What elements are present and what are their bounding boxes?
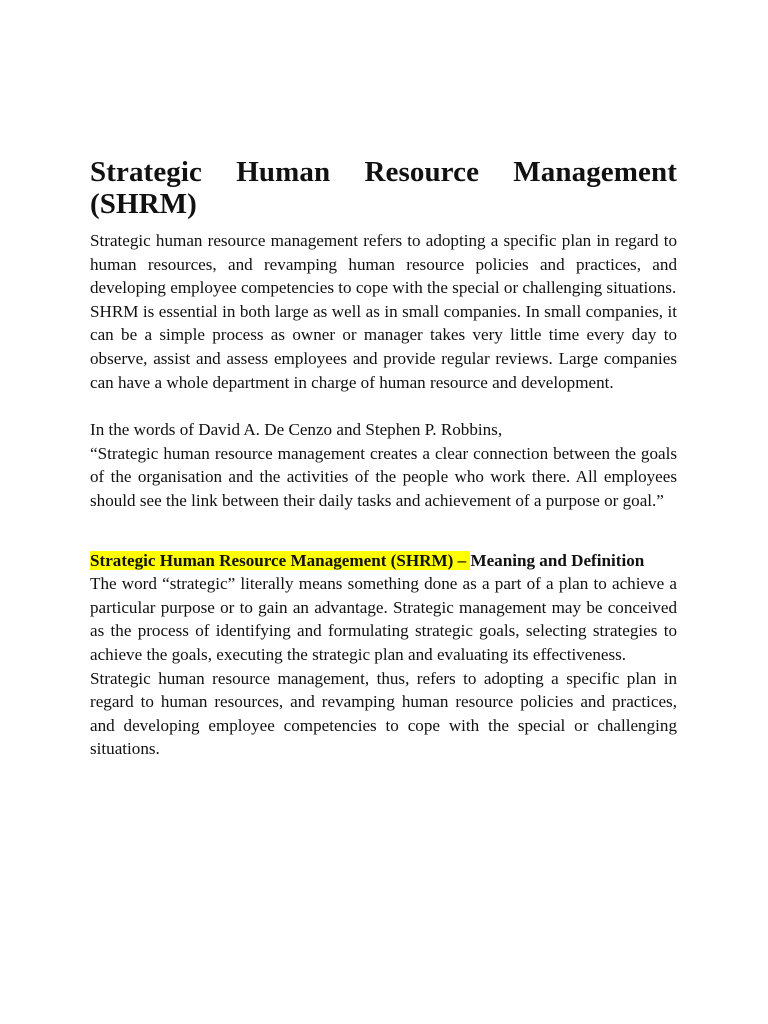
shrm-definition-paragraph: Strategic human resource management, thus, refers to adopting a specific plan in regard to human resources, and revamping human resource policies and practices, and developing employee competencies to cope with the special or challenging situations. — [90, 668, 677, 759]
quote-paragraph: “Strategic human resource management creates a clear connection between the goals of the organisation and the activities of the people who work there. All employees should see the link between their daily tasks and achievement of a purpose or goal.” — [90, 443, 677, 510]
document-page — [90, 156, 677, 761]
shrm-essential-paragraph: SHRM is essential in both large as well as in small companies. In small companies, it can be a simple process as owner or manager takes very little time every day to observe, assist and assess employees and provide regular reviews. Large companies can have a whole department in charge of human resource and development. — [90, 301, 677, 392]
section-heading — [90, 549, 677, 573]
section-heading-highlighted: Strategic Human Resource Management (SHRM) – — [90, 550, 471, 570]
strategic-meaning-paragraph: The word “strategic” literally means something done as a part of a plan to achieve a particular purpose or to gain an advantage. Strategic management may be conceived as the process of identifying and formulating strategic goals, selecting strategies to achieve the goals, executing the strategic plan and evaluating its effectiveness. — [90, 574, 677, 664]
section-heading-rest: Meaning and Definition — [470, 550, 645, 570]
document-title: Strategic Human Resource Management (SHRM) — [90, 156, 677, 220]
quote-attribution: In the words of David A. De Cenzo and Stephen P. Robbins, — [90, 420, 503, 440]
intro-paragraph: Strategic human resource management refers to adopting a specific plan in regard to human resources, and revamping human resource policies and practices, and developing employee competencies to cope with the special or challenging situations. — [90, 231, 677, 298]
